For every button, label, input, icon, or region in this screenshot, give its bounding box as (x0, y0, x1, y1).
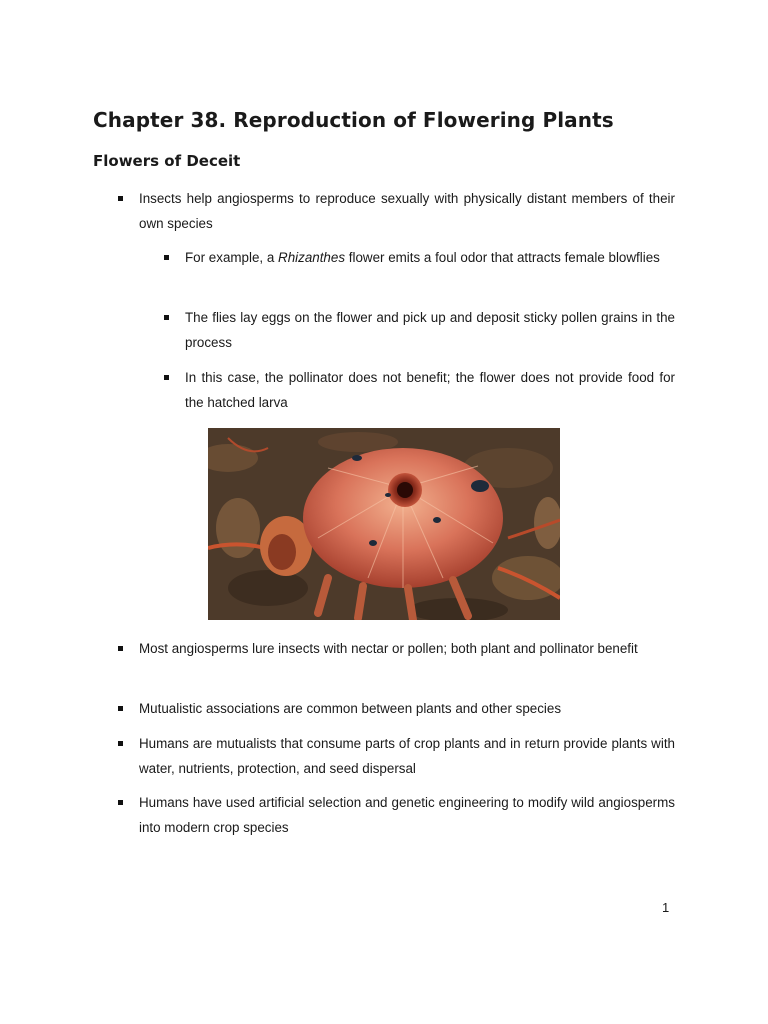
list-item-text: Insects help angiosperms to reproduce sexually with physically distant members of their own species (139, 191, 675, 231)
list-item (139, 186, 675, 236)
rhizanthes-flower-photo (208, 428, 560, 620)
list-item (139, 696, 675, 721)
bullet-square-icon (164, 255, 169, 260)
sub-list-item (185, 245, 675, 270)
list-item-text: In this case, the pollinator does not benefit; the flower does not provide food for the hatched larva (185, 370, 675, 410)
list-item-text: Humans are mutualists that consume parts of crop plants and in return provide plants with water, nutrients, protection, and seed dispersal (139, 736, 675, 776)
list-item-text: Mutualistic associations are common between plants and other species (139, 701, 562, 716)
list-item (139, 636, 675, 661)
list-item (139, 731, 675, 781)
section-title: Flowers of Deceit (93, 152, 241, 170)
bullet-square-icon (118, 741, 123, 746)
genus-name: Rhizanthes (278, 250, 346, 265)
bullet-square-icon (118, 800, 123, 805)
list-item-text-pre: For example, a (185, 250, 279, 265)
list-item (139, 790, 675, 840)
bullet-square-icon (118, 706, 123, 711)
sub-list-item (185, 305, 675, 355)
chapter-title: Chapter 38. Reproduction of Flowering Plants (93, 108, 614, 132)
bullet-square-icon (164, 375, 169, 380)
bullet-square-icon (118, 196, 123, 201)
page-number: 1 (662, 900, 670, 915)
sub-list-item (185, 365, 675, 415)
list-item-text-post: flower emits a foul odor that attracts female blowflies (345, 250, 660, 265)
bullet-square-icon (164, 315, 169, 320)
list-item-text: Humans have used artificial selection and genetic engineering to modify wild angiosperms into modern crop species (139, 795, 675, 835)
list-item-text: Most angiosperms lure insects with nectar or pollen; both plant and pollinator benefit (139, 641, 638, 656)
list-item-text: The flies lay eggs on the flower and pick up and deposit sticky pollen grains in the process (185, 310, 675, 350)
bullet-square-icon (118, 646, 123, 651)
